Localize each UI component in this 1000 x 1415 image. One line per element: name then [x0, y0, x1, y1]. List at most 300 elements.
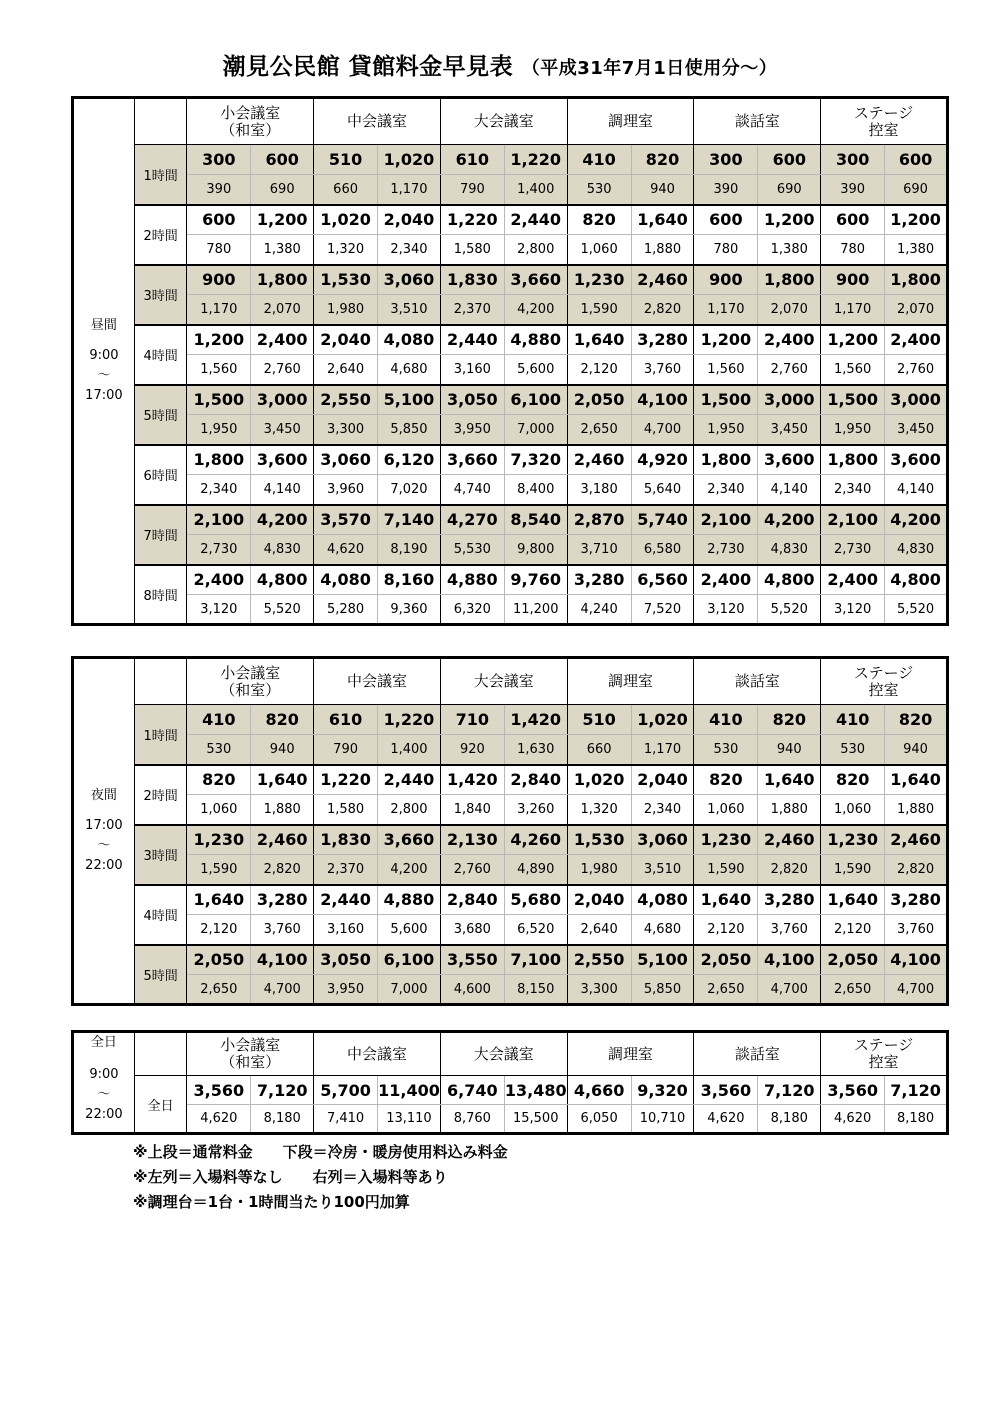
price-upper: 300	[821, 145, 885, 175]
note-line: ※左列＝入場料等なし 右列＝入場料等あり	[133, 1168, 448, 1186]
price-lower: 1,060	[694, 795, 758, 825]
price-upper: 4,100	[758, 945, 821, 975]
room-name: 小会議室	[220, 103, 281, 122]
price-lower: 690	[885, 175, 948, 205]
price-lower: 4,240	[567, 595, 631, 625]
price-lower: 1,950	[821, 415, 885, 445]
price-upper: 3,560	[187, 1076, 251, 1105]
price-lower: 390	[694, 175, 758, 205]
price-lower: 1,980	[567, 855, 631, 885]
period-time-end: 22:00	[85, 1107, 123, 1122]
price-upper: 3,280	[631, 325, 694, 355]
price-lower: 8,760	[440, 1105, 504, 1134]
price-lower: 5,520	[251, 595, 314, 625]
price-lower: 1,060	[187, 795, 251, 825]
price-lower: 530	[821, 735, 885, 765]
room-header	[440, 658, 567, 705]
room-name: 大会議室	[473, 112, 534, 130]
price-lower: 11,200	[504, 595, 567, 625]
price-lower: 1,400	[378, 735, 441, 765]
price-upper: 3,280	[251, 885, 314, 915]
price-lower: 1,380	[885, 235, 948, 265]
price-lower: 3,450	[758, 415, 821, 445]
room-header	[314, 1032, 441, 1076]
price-lower: 790	[314, 735, 378, 765]
period-label-cell	[73, 658, 135, 1005]
price-lower: 660	[567, 735, 631, 765]
price-lower: 2,730	[694, 535, 758, 565]
price-upper: 2,400	[187, 565, 251, 595]
price-upper: 1,230	[694, 825, 758, 855]
price-upper: 7,120	[885, 1076, 948, 1105]
price-upper: 2,040	[567, 885, 631, 915]
price-lower: 2,070	[251, 295, 314, 325]
price-lower: 3,960	[314, 475, 378, 505]
price-upper: 300	[187, 145, 251, 175]
price-lower: 4,620	[821, 1105, 885, 1134]
price-lower: 1,060	[567, 235, 631, 265]
room-name: 大会議室	[473, 672, 534, 690]
price-lower: 2,640	[314, 355, 378, 385]
price-upper: 1,220	[378, 705, 441, 735]
price-lower: 13,110	[378, 1105, 441, 1134]
price-upper: 610	[314, 705, 378, 735]
price-upper: 2,400	[694, 565, 758, 595]
period-time-end: 22:00	[85, 858, 123, 873]
price-upper: 1,220	[504, 145, 567, 175]
price-lower: 4,680	[631, 915, 694, 945]
price-lower: 2,070	[885, 295, 948, 325]
price-upper: 820	[187, 765, 251, 795]
price-lower: 2,070	[758, 295, 821, 325]
price-lower: 2,650	[694, 975, 758, 1005]
price-upper: 3,550	[440, 945, 504, 975]
price-upper: 2,460	[885, 825, 948, 855]
price-upper: 7,100	[504, 945, 567, 975]
room-name: 大会議室	[473, 1044, 534, 1063]
price-upper: 4,920	[631, 445, 694, 475]
header-corner-cell	[134, 1032, 187, 1076]
price-upper: 3,600	[251, 445, 314, 475]
price-lower: 3,760	[631, 355, 694, 385]
room-name: ステージ	[853, 663, 914, 682]
price-upper: 1,830	[314, 825, 378, 855]
price-lower: 2,120	[694, 915, 758, 945]
price-upper: 1,200	[758, 205, 821, 235]
price-upper: 600	[187, 205, 251, 235]
price-upper: 2,550	[567, 945, 631, 975]
price-lower: 2,800	[504, 235, 567, 265]
full-day-rate-table	[71, 1030, 949, 1135]
price-upper: 1,800	[694, 445, 758, 475]
price-lower: 1,170	[821, 295, 885, 325]
price-upper: 1,800	[885, 265, 948, 295]
price-upper: 2,130	[440, 825, 504, 855]
price-upper: 4,800	[885, 565, 948, 595]
room-name: 調理室	[608, 1044, 654, 1063]
price-lower: 3,120	[821, 595, 885, 625]
price-lower: 5,600	[378, 915, 441, 945]
price-upper: 7,320	[504, 445, 567, 475]
price-lower: 1,320	[314, 235, 378, 265]
price-lower: 2,370	[440, 295, 504, 325]
price-upper: 1,500	[821, 385, 885, 415]
price-upper: 4,880	[504, 325, 567, 355]
price-lower: 4,700	[251, 975, 314, 1005]
price-lower: 1,380	[251, 235, 314, 265]
price-lower: 3,710	[567, 535, 631, 565]
price-upper: 1,200	[885, 205, 948, 235]
price-upper: 410	[821, 705, 885, 735]
price-upper: 1,640	[885, 765, 948, 795]
price-upper: 2,460	[758, 825, 821, 855]
price-lower: 2,820	[758, 855, 821, 885]
price-lower: 2,730	[187, 535, 251, 565]
price-upper: 2,040	[378, 205, 441, 235]
price-upper: 3,660	[440, 445, 504, 475]
price-lower: 3,760	[758, 915, 821, 945]
price-lower: 5,850	[631, 975, 694, 1005]
price-lower: 3,450	[885, 415, 948, 445]
price-upper: 900	[821, 265, 885, 295]
price-upper: 600	[821, 205, 885, 235]
price-upper: 900	[187, 265, 251, 295]
price-lower: 1,590	[187, 855, 251, 885]
price-upper: 3,000	[251, 385, 314, 415]
price-upper: 3,060	[378, 265, 441, 295]
price-upper: 1,200	[694, 325, 758, 355]
price-upper: 1,230	[821, 825, 885, 855]
period-label: 夜間	[90, 788, 117, 803]
price-upper: 5,700	[314, 1076, 378, 1105]
price-lower: 6,520	[504, 915, 567, 945]
price-lower: 2,340	[631, 795, 694, 825]
price-lower: 1,380	[758, 235, 821, 265]
price-lower: 3,120	[694, 595, 758, 625]
period-time-start: 9:00	[89, 1067, 119, 1082]
price-upper: 820	[694, 765, 758, 795]
room-header	[821, 98, 948, 145]
price-upper: 820	[885, 705, 948, 735]
room-name: 小会議室	[220, 1036, 281, 1054]
time-label: 4時間	[134, 885, 187, 945]
price-upper: 3,660	[504, 265, 567, 295]
price-lower: 8,400	[504, 475, 567, 505]
period-time-wave: 〜	[97, 1087, 111, 1102]
time-label: 2時間	[134, 765, 187, 825]
price-upper: 510	[567, 705, 631, 735]
period-time-wave: 〜	[97, 368, 111, 383]
price-upper: 600	[251, 145, 314, 175]
price-upper: 1,220	[314, 765, 378, 795]
price-lower: 4,830	[885, 535, 948, 565]
price-upper: 1,530	[567, 825, 631, 855]
price-upper: 3,050	[314, 945, 378, 975]
period-time-start: 17:00	[85, 818, 123, 833]
price-lower: 5,530	[440, 535, 504, 565]
price-upper: 1,020	[567, 765, 631, 795]
price-upper: 2,040	[314, 325, 378, 355]
price-lower: 2,340	[821, 475, 885, 505]
price-upper: 1,420	[504, 705, 567, 735]
price-upper: 2,400	[758, 325, 821, 355]
price-lower: 3,260	[504, 795, 567, 825]
price-lower: 1,400	[504, 175, 567, 205]
room-name: 中会議室	[347, 672, 408, 690]
daytime-rate-table	[71, 96, 949, 626]
price-upper: 3,000	[758, 385, 821, 415]
time-label: 1時間	[134, 145, 187, 205]
room-name: 談話室	[734, 672, 780, 690]
price-lower: 4,620	[187, 1105, 251, 1134]
title-sub: （平成31年7月1日使用分〜）	[521, 58, 778, 79]
price-upper: 410	[567, 145, 631, 175]
price-lower: 8,190	[378, 535, 441, 565]
price-upper: 1,640	[821, 885, 885, 915]
period-time-end: 17:00	[85, 388, 123, 403]
price-lower: 1,590	[694, 855, 758, 885]
price-lower: 1,590	[821, 855, 885, 885]
price-upper: 2,440	[314, 885, 378, 915]
price-lower: 2,120	[187, 915, 251, 945]
period-label: 昼間	[90, 318, 117, 333]
price-upper: 2,100	[821, 505, 885, 535]
price-lower: 3,160	[440, 355, 504, 385]
room-name: 調理室	[608, 672, 654, 690]
price-lower: 4,740	[440, 475, 504, 505]
price-upper: 1,200	[251, 205, 314, 235]
price-lower: 3,450	[251, 415, 314, 445]
price-lower: 2,820	[631, 295, 694, 325]
period-label-cell	[73, 1032, 135, 1134]
room-sub: （和室）	[220, 1053, 281, 1071]
price-lower: 3,680	[440, 915, 504, 945]
price-upper: 900	[694, 265, 758, 295]
price-upper: 3,060	[631, 825, 694, 855]
price-lower: 2,820	[251, 855, 314, 885]
price-upper: 1,020	[631, 705, 694, 735]
price-lower: 4,700	[885, 975, 948, 1005]
price-lower: 7,000	[504, 415, 567, 445]
price-upper: 1,420	[440, 765, 504, 795]
price-upper: 2,400	[251, 325, 314, 355]
price-upper: 3,280	[758, 885, 821, 915]
price-upper: 710	[440, 705, 504, 735]
time-label: 8時間	[134, 565, 187, 625]
price-upper: 3,000	[885, 385, 948, 415]
price-lower: 4,700	[631, 415, 694, 445]
price-upper: 2,460	[251, 825, 314, 855]
price-lower: 690	[758, 175, 821, 205]
price-lower: 1,630	[504, 735, 567, 765]
price-upper: 1,640	[251, 765, 314, 795]
price-lower: 1,840	[440, 795, 504, 825]
price-lower: 2,760	[251, 355, 314, 385]
room-sub: 控室	[868, 680, 899, 699]
price-lower: 940	[631, 175, 694, 205]
price-upper: 6,100	[378, 945, 441, 975]
room-sub: （和室）	[220, 120, 281, 139]
price-lower: 1,880	[885, 795, 948, 825]
price-upper: 2,840	[504, 765, 567, 795]
price-upper: 820	[631, 145, 694, 175]
price-upper: 600	[694, 205, 758, 235]
price-upper: 6,120	[378, 445, 441, 475]
price-upper: 1,220	[440, 205, 504, 235]
price-upper: 3,280	[567, 565, 631, 595]
price-upper: 1,230	[187, 825, 251, 855]
price-upper: 5,740	[631, 505, 694, 535]
price-lower: 1,060	[821, 795, 885, 825]
price-lower: 1,880	[251, 795, 314, 825]
room-header	[187, 98, 314, 145]
page-title	[0, 48, 1000, 81]
price-lower: 1,170	[631, 735, 694, 765]
price-lower: 8,150	[504, 975, 567, 1005]
price-upper: 4,080	[378, 325, 441, 355]
price-lower: 3,300	[567, 975, 631, 1005]
price-lower: 4,620	[314, 535, 378, 565]
price-upper: 4,200	[758, 505, 821, 535]
price-lower: 940	[251, 735, 314, 765]
room-header	[694, 1032, 821, 1076]
price-upper: 5,680	[504, 885, 567, 915]
room-header	[187, 1032, 314, 1076]
room-header	[567, 98, 694, 145]
room-header	[567, 658, 694, 705]
price-upper: 2,100	[694, 505, 758, 535]
price-lower: 2,120	[821, 915, 885, 945]
price-upper: 1,800	[758, 265, 821, 295]
price-upper: 1,830	[440, 265, 504, 295]
period-time-start: 9:00	[89, 348, 119, 363]
price-lower: 5,520	[885, 595, 948, 625]
price-upper: 2,100	[187, 505, 251, 535]
price-upper: 4,100	[251, 945, 314, 975]
price-upper: 7,120	[758, 1076, 821, 1105]
price-upper: 2,440	[378, 765, 441, 795]
price-upper: 4,660	[567, 1076, 631, 1105]
room-header	[187, 658, 314, 705]
price-lower: 2,340	[694, 475, 758, 505]
price-lower: 8,180	[251, 1105, 314, 1134]
price-upper: 820	[251, 705, 314, 735]
price-upper: 2,460	[631, 265, 694, 295]
room-sub: 控室	[868, 1053, 899, 1071]
price-upper: 4,200	[885, 505, 948, 535]
price-lower: 4,200	[504, 295, 567, 325]
price-upper: 4,270	[440, 505, 504, 535]
price-upper: 2,400	[885, 325, 948, 355]
price-lower: 1,880	[758, 795, 821, 825]
period-label-cell	[73, 98, 135, 625]
price-upper: 2,040	[631, 765, 694, 795]
price-lower: 6,050	[567, 1105, 631, 1134]
header-corner-cell	[134, 98, 187, 145]
title-main: 潮見公民館 貸館料金早見表	[222, 54, 514, 80]
time-label: 1時間	[134, 705, 187, 765]
price-upper: 610	[440, 145, 504, 175]
price-upper: 1,500	[187, 385, 251, 415]
price-upper: 4,080	[631, 885, 694, 915]
price-lower: 780	[821, 235, 885, 265]
price-lower: 4,140	[885, 475, 948, 505]
price-upper: 4,260	[504, 825, 567, 855]
price-lower: 2,760	[885, 355, 948, 385]
price-lower: 2,340	[378, 235, 441, 265]
price-lower: 3,510	[378, 295, 441, 325]
price-upper: 510	[314, 145, 378, 175]
price-lower: 390	[187, 175, 251, 205]
price-upper: 7,140	[378, 505, 441, 535]
price-lower: 530	[567, 175, 631, 205]
price-upper: 2,050	[567, 385, 631, 415]
price-upper: 4,800	[758, 565, 821, 595]
price-upper: 1,200	[187, 325, 251, 355]
price-lower: 7,000	[378, 975, 441, 1005]
price-lower: 2,820	[885, 855, 948, 885]
price-lower: 1,170	[187, 295, 251, 325]
price-lower: 5,600	[504, 355, 567, 385]
price-lower: 1,950	[187, 415, 251, 445]
price-upper: 6,740	[440, 1076, 504, 1105]
price-upper: 8,160	[378, 565, 441, 595]
price-upper: 3,280	[885, 885, 948, 915]
price-upper: 1,640	[567, 325, 631, 355]
price-upper: 1,020	[314, 205, 378, 235]
price-lower: 4,200	[378, 855, 441, 885]
price-lower: 1,560	[694, 355, 758, 385]
price-upper: 600	[758, 145, 821, 175]
price-upper: 1,640	[758, 765, 821, 795]
price-upper: 11,400	[378, 1076, 441, 1105]
price-upper: 410	[694, 705, 758, 735]
price-upper: 1,530	[314, 265, 378, 295]
price-lower: 3,760	[251, 915, 314, 945]
price-lower: 1,580	[440, 235, 504, 265]
price-lower: 4,140	[251, 475, 314, 505]
price-upper: 3,600	[758, 445, 821, 475]
price-upper: 9,760	[504, 565, 567, 595]
price-lower: 4,830	[251, 535, 314, 565]
price-upper: 300	[694, 145, 758, 175]
price-lower: 3,760	[885, 915, 948, 945]
price-lower: 8,180	[758, 1105, 821, 1134]
price-lower: 4,620	[694, 1105, 758, 1134]
period-time-wave: 〜	[97, 838, 111, 853]
room-header	[821, 1032, 948, 1076]
time-label: 2時間	[134, 205, 187, 265]
price-lower: 7,020	[378, 475, 441, 505]
price-lower: 3,950	[440, 415, 504, 445]
price-lower: 3,180	[567, 475, 631, 505]
price-upper: 6,100	[504, 385, 567, 415]
price-lower: 2,340	[187, 475, 251, 505]
price-upper: 2,050	[187, 945, 251, 975]
price-lower: 1,170	[694, 295, 758, 325]
time-label: 3時間	[134, 265, 187, 325]
price-upper: 13,480	[504, 1076, 567, 1105]
price-upper: 4,100	[885, 945, 948, 975]
time-label: 全日	[134, 1076, 187, 1134]
price-upper: 1,020	[378, 145, 441, 175]
price-lower: 2,760	[440, 855, 504, 885]
note-line: ※調理台＝1台・1時間当たり100円加算	[133, 1193, 410, 1211]
price-lower: 3,120	[187, 595, 251, 625]
price-upper: 3,600	[885, 445, 948, 475]
time-label: 6時間	[134, 445, 187, 505]
price-lower: 1,580	[314, 795, 378, 825]
